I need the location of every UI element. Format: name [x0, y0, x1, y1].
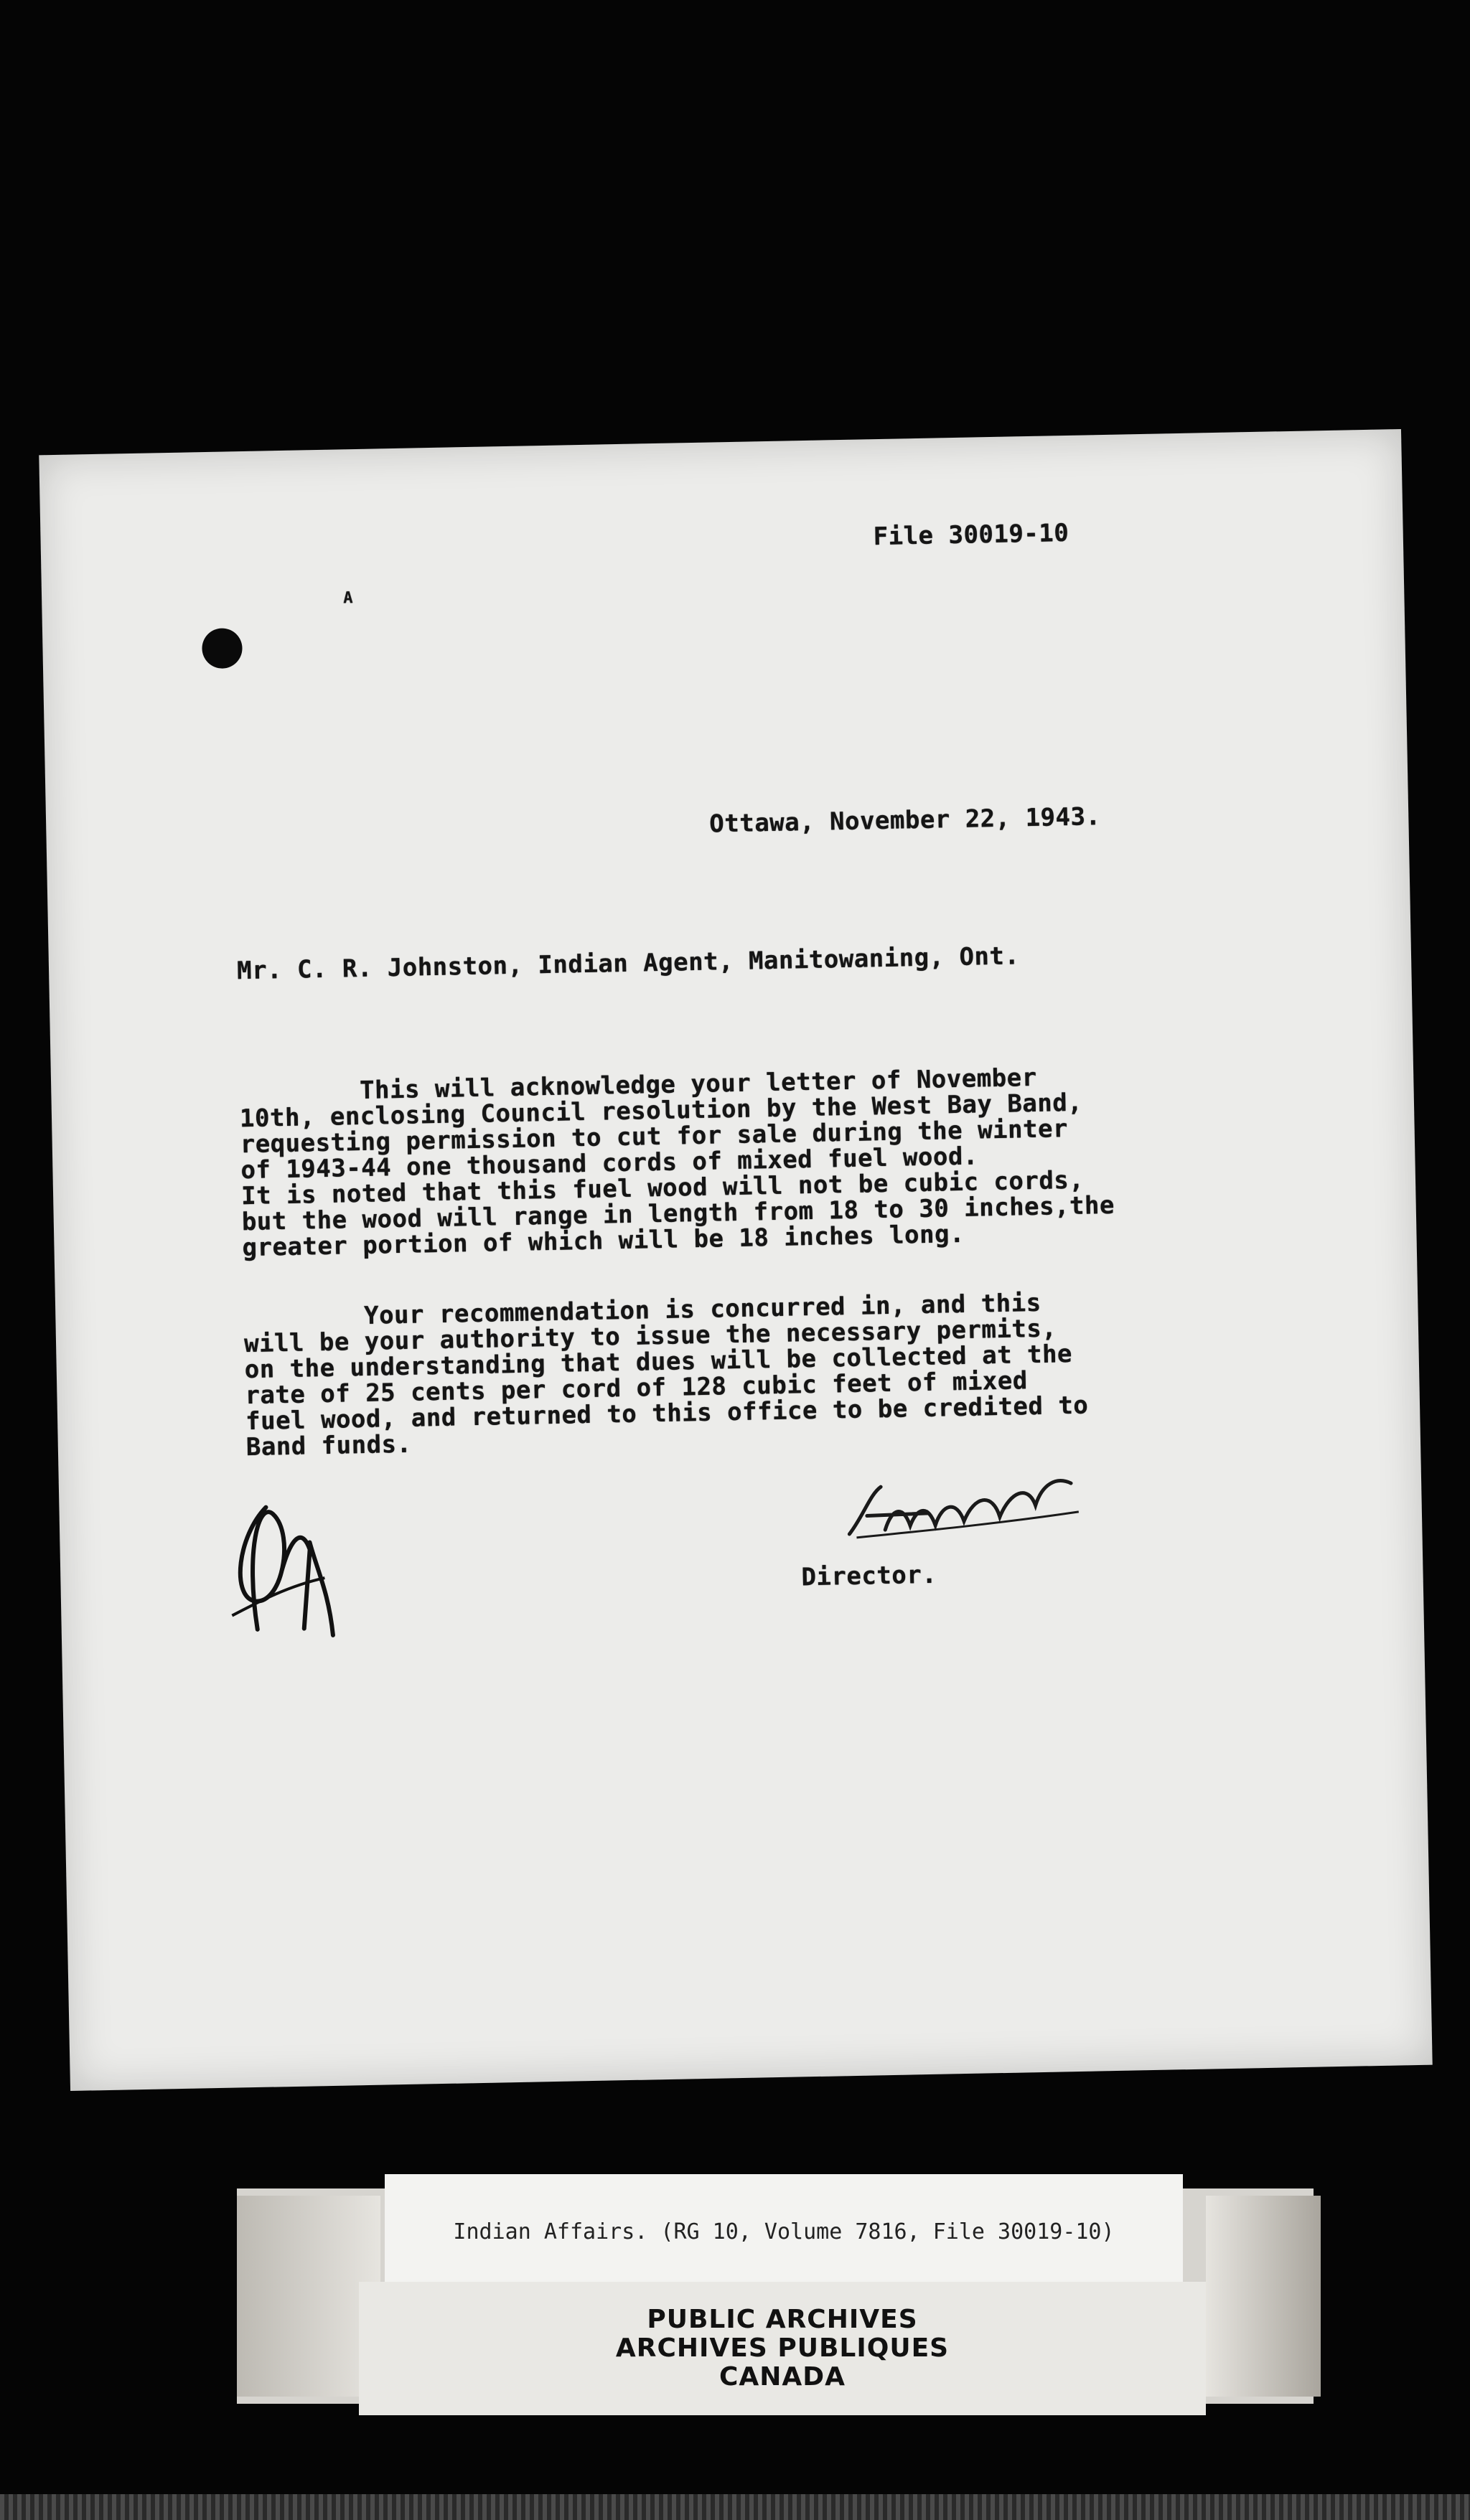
director-signature [841, 1462, 1087, 1553]
file-number: File 30019-10 [873, 518, 1069, 552]
label-tape-right [1206, 2196, 1321, 2397]
letter-page [39, 429, 1432, 2091]
addressee: Mr. C. R. Johnston, Indian Agent, Manitowaning, Ont. [236, 941, 1020, 986]
stamp-line-2: ARCHIVES PUBLIQUES [615, 2333, 950, 2363]
margin-mark: A [342, 589, 354, 608]
film-edge [0, 2494, 1470, 2520]
punch-hole [202, 628, 243, 669]
archive-stamp [359, 2282, 1206, 2415]
archive-reference: Indian Affairs. (RG 10, Volume 7816, File 30019-10) [453, 2219, 1115, 2244]
body-paragraph-1: This will acknowledge your letter of November 10th, enclosing Council resolution by the West Bay Band, requesting permission to cut for sale during the winter of 1943-44 one thousand cords of mixed fuel wood. It is noted that this fuel wood will not be cubic cords, but the wood will range in length from 18 to 30 inches,the greater portion of which will be 18 inches long. [239, 1063, 1115, 1263]
stamp-line-3: CANADA [718, 2362, 846, 2392]
initials-signature [223, 1492, 347, 1645]
signature-title: Director. [801, 1560, 937, 1592]
stamp-line-1: PUBLIC ARCHIVES [647, 2305, 918, 2334]
dateline: Ottawa, November 22, 1943. [708, 802, 1101, 839]
archive-reference-card [385, 2174, 1183, 2289]
body-paragraph-2: Your recommendation is concurred in, and this will be your authority to issue the necessary permits, on the understanding that dues will be collected at the rate of 25 cents per cord of 128 cubic feet of mixed fuel wood, and returned to this office to be credited to Band funds. [243, 1288, 1089, 1462]
